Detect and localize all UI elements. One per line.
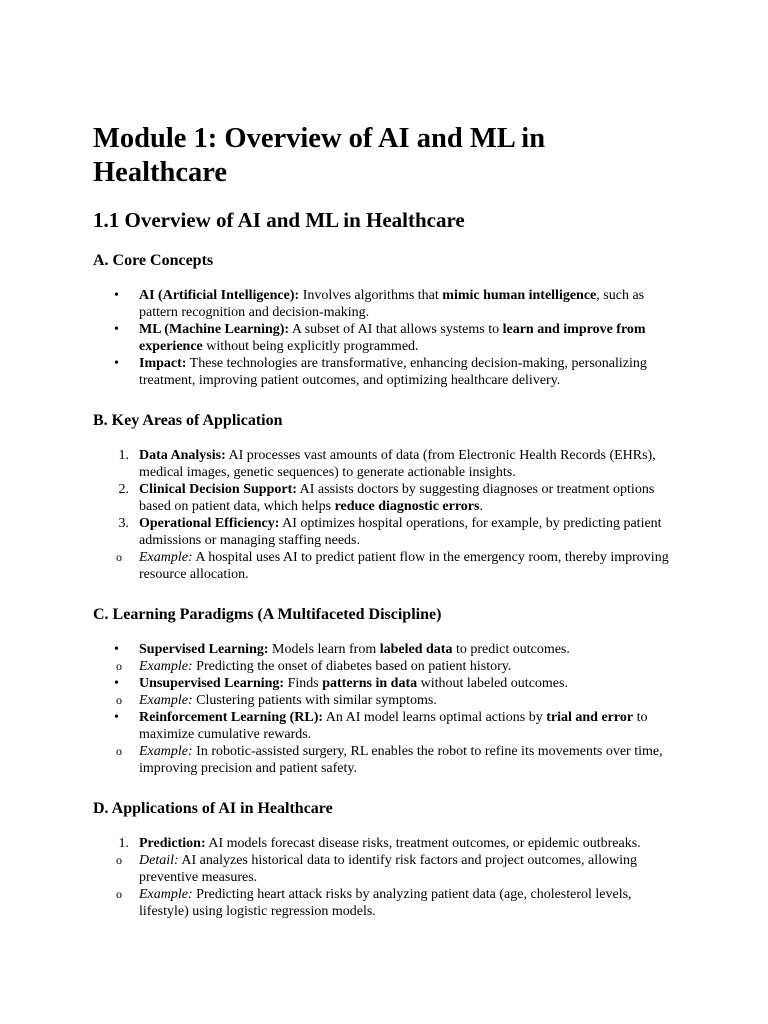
learning-paradigms-list — [93, 641, 683, 777]
list-item: • AI (Artificial Intelligence): Involves algorithms that mimic human intelligence, such as pattern recognition and decision-making. — [114, 288, 645, 320]
key-areas-list — [93, 447, 683, 549]
sub-list-item: o Example: Predicting the onset of diabetes based on patient history. — [116, 659, 512, 674]
number-marker: 1. — [118, 836, 129, 851]
number-marker: 1. — [118, 448, 129, 463]
sub-bullet-marker: o — [116, 887, 122, 901]
list-item: 1. Data Analysis: AI processes vast amounts of data (from Electronic Health Records (EHRs), medical images, genetic sequences) to generate actionable insights. — [93, 447, 683, 481]
applications-list — [93, 835, 683, 920]
sub-list-item: o Example: Clustering patients with similar symptoms. — [116, 693, 437, 708]
sub-list — [93, 549, 683, 583]
sub-bullet-marker: o — [116, 693, 122, 707]
list-item: • Impact: These technologies are transformative, enhancing decision-making, personalizing treatment, improving patient outcomes, and optimizing healthcare delivery. — [114, 356, 647, 388]
sub-bullet-marker: o — [116, 550, 122, 564]
sub-bullet-marker: o — [116, 659, 122, 673]
list-item: 1. Prediction: AI models forecast disease risks, treatment outcomes, or epidemic outbreaks. — [93, 835, 683, 852]
bullet-marker: • — [114, 322, 119, 337]
list-item: • ML (Machine Learning): A subset of AI that allows systems to learn and improve from experience without being explicitly programmed. — [114, 322, 646, 354]
subsection-heading-a: A. Core Concepts — [93, 252, 214, 269]
bullet-marker: • — [114, 676, 119, 691]
number-marker: 2. — [118, 482, 129, 497]
subsection-heading-d: D. Applications of AI in Healthcare — [93, 800, 333, 817]
list-item: • Supervised Learning: Models learn from labeled data to predict outcomes. — [114, 642, 570, 657]
subsection-heading-b: B. Key Areas of Application — [93, 412, 283, 429]
sub-list-item: o Detail: AI analyzes historical data to identify risk factors and project outcomes, allowing preventive measures. — [116, 853, 638, 885]
number-marker: 3. — [118, 516, 129, 531]
page-title: Module 1: Overview of AI and ML in Healthcare — [93, 123, 546, 188]
document-content — [93, 122, 683, 920]
sub-bullet-marker: o — [116, 853, 122, 867]
sub-list-item: o Example: A hospital uses AI to predict patient flow in the emergency room, thereby improving resource allocation. — [116, 550, 669, 582]
list-item: • Unsupervised Learning: Finds patterns in data without labeled outcomes. — [114, 676, 568, 691]
list-item: 3. Operational Efficiency: AI optimizes hospital operations, for example, by predicting patient admissions or managing staffing needs. — [93, 515, 683, 549]
sub-list-item: o Example: In robotic-assisted surgery, RL enables the robot to refine its movements over time, improving precision and patient safety. — [116, 744, 663, 776]
sub-bullet-marker: o — [116, 744, 122, 758]
sub-list-item: o Example: Predicting heart attack risks by analyzing patient data (age, cholesterol levels, lifestyle) using logistic regression models. — [116, 887, 632, 919]
bullet-marker: • — [114, 710, 119, 725]
subsection-heading-c: C. Learning Paradigms (A Multifaceted Discipline) — [93, 606, 442, 623]
bullet-marker: • — [114, 356, 119, 371]
section-heading: 1.1 Overview of AI and ML in Healthcare — [93, 208, 465, 232]
core-concepts-list — [93, 287, 683, 389]
list-item: • Reinforcement Learning (RL): An AI model learns optimal actions by trial and error to maximize cumulative rewards. — [114, 710, 648, 742]
bullet-marker: • — [114, 642, 119, 657]
list-item: 2. Clinical Decision Support: AI assists doctors by suggesting diagnoses or treatment options based on patient data, which helps reduce diagnostic errors. — [93, 481, 683, 515]
bullet-marker: • — [114, 288, 119, 303]
